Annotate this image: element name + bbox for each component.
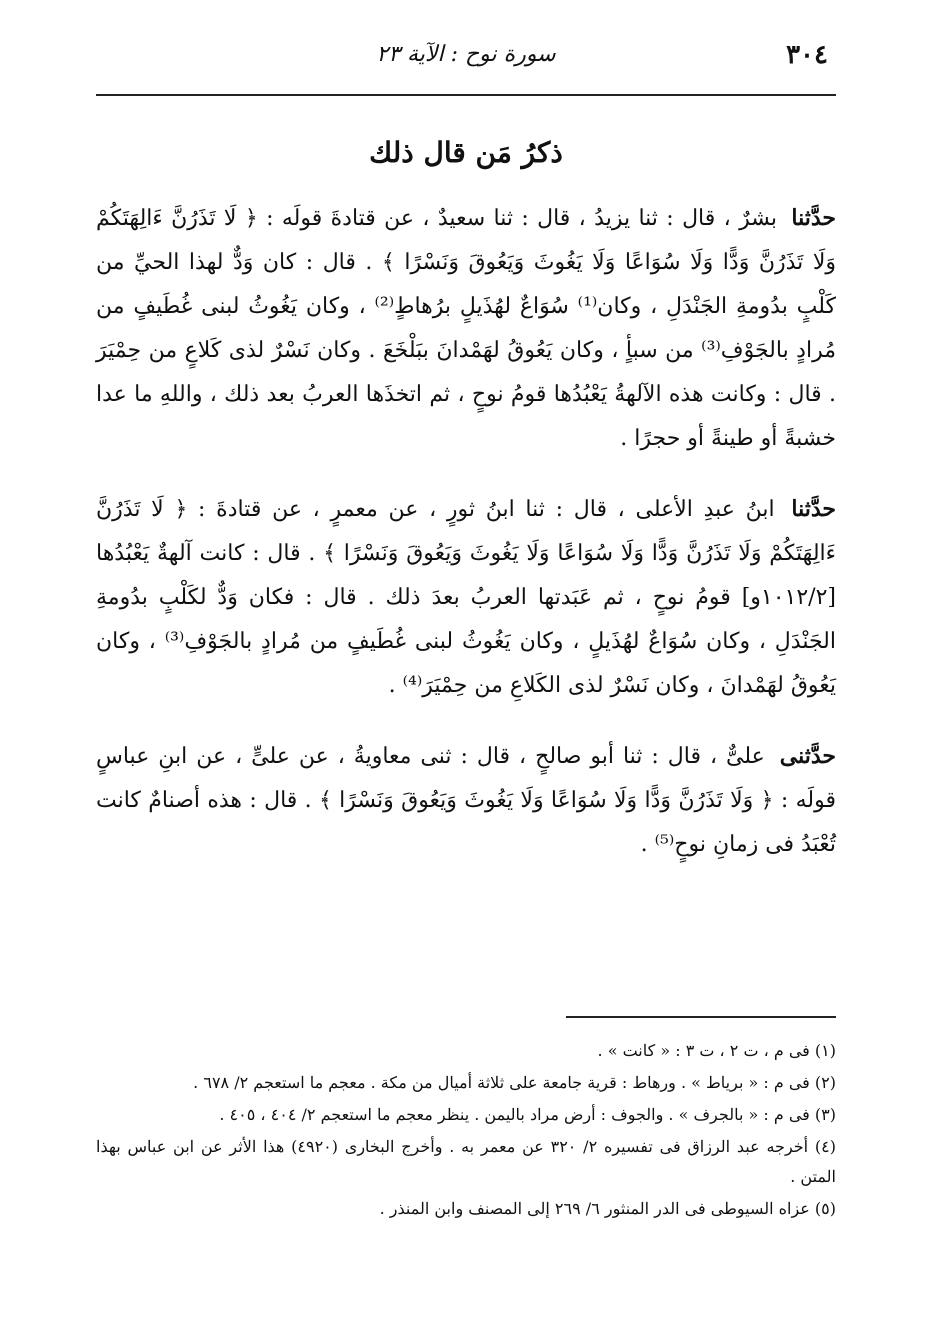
footnote-2: (٢) فى م : « برياط » . ورهاط : قرية جامعة على ثلاثة أميال من مكة . معجم ما استعجم ٢/ ٦٧٨ . [193, 1073, 836, 1092]
footnote-5: (٥) عزاه السيوطى فى الدر المنثور ٦/ ٢٦٩ إلى المصنف وابن المنذر . [379, 1199, 836, 1218]
footnote-4: (٤) أخرجه عبد الرزاق فى تفسيره ٢/ ٣٢٠ عن معمر به . وأخرج البخارى (٤٩٢٠) هذا الأثر عن ابن عباس بهذا المتن . [96, 1137, 836, 1186]
paragraph-1 [96, 196, 836, 461]
footnote-1: (١) فى م ، ت ٢ ، ت ٣ : « كانت » . [597, 1041, 836, 1060]
page-header [96, 40, 836, 84]
paragraph-text: بشرٌ ، قال : ثنا يزيدُ ، قال : ثنا سعيدٌ ، عن قتادةَ قولَه : ﴿ لَا تَذَرُنَّ ءَالِهَتَكُمْ وَلَا تَذَرُنَّ وَدًّا وَلَا سُوَاعًا وَلَا يَغُوثَ وَيَعُوقَ وَنَسْرًا ﴾ . قال : كان وَدٌّ لهذا الحيِّ من كَلْبٍ بدُومةِ الجَنْدَلِ ، وكان⁽¹⁾ سُوَاعٌ لهُذَيلٍ برُهاطٍ⁽²⁾ ، وكان يَغُوثُ لبنى غُطَيفٍ من مُرادٍ بالجَوْفِ⁽³⁾ من سبأٍ ، وكان يَعُوقُ لهَمْدانَ ببَلْخَعَ . وكان نَسْرٌ لذى كَلاعٍ من حِمْيَرَ . قال : وكانت هذه الآلهةُ يَعْبُدُها قومُ نوحٍ ، ثم اتخذَها العربُ بعد ذلك ، واللهِ ما عدا خشبةً أو طينةً أو حجرًا . [96, 206, 836, 451]
narration-lead: حدَّثنا [791, 496, 837, 522]
narration-lead: حدَّثنى [779, 743, 837, 769]
paragraph-text: علىٌّ ، قال : ثنا أبو صالحٍ ، قال : ثنى معاويةُ ، عن علىٍّ ، عن ابنِ عباسٍ قولَه : ﴿ وَلَا تَذَرُنَّ وَدًّا وَلَا سُوَاعًا وَلَا يَغُوثَ وَيَعُوقَ وَنَسْرًا ﴾ . قال : هذه أصنامٌ كانت تُعْبَدُ فى زمانِ نوحٍ⁽⁵⁾ . [96, 744, 836, 857]
footnotes [96, 1036, 836, 1226]
footnote-rule [566, 1016, 836, 1018]
paragraph-2 [96, 487, 836, 708]
narration-lead: حدَّثنا [791, 205, 836, 231]
paragraph-3 [96, 734, 836, 867]
page-number: ٣٠٤ [786, 40, 828, 70]
footnote-3: (٣) فى م : « بالجرف » . والجوف : أرض مراد باليمن . ينظر معجم ما استعجم ٢/ ٤٠٤ ، ٤٠٥ . [219, 1105, 836, 1124]
main-text [96, 196, 836, 893]
running-title: سورة نوح : الآية ٢٣ [376, 42, 556, 67]
section-title: ذكرُ مَن قال ذلك [369, 136, 563, 169]
header-rule [96, 94, 836, 96]
paragraph-text: ابنُ عبدِ الأعلى ، قال : ثنا ابنُ ثورٍ ، عن معمرٍ ، عن قتادةَ : ﴿ لَا تَذَرُنَّ ءَالِهَتَكُمْ وَلَا تَذَرُنَّ وَدًّا وَلَا سُوَاعًا وَلَا يَغُوثَ وَيَعُوقَ وَنَسْرًا ﴾ . قال : كانت آلهةٌ يَعْبُدُها [١٠١٢/٢و] قومُ نوحٍ ، ثم عَبَدتها العربُ بعدَ ذلك . قال : فكان وَدٌّ لكَلْبٍ بدُومةِ الجَنْدَلِ ، وكان سُوَاعٌ لهُذَيلٍ ، وكان يَغُوثُ لبنى غُطَيفٍ من مُرادٍ بالجَوْفِ⁽³⁾ ، وكان يَعُوقُ لهَمْدانَ ، وكان نَسْرٌ لذى الكَلاعِ من حِمْيَرَ⁽⁴⁾ . [96, 497, 836, 698]
